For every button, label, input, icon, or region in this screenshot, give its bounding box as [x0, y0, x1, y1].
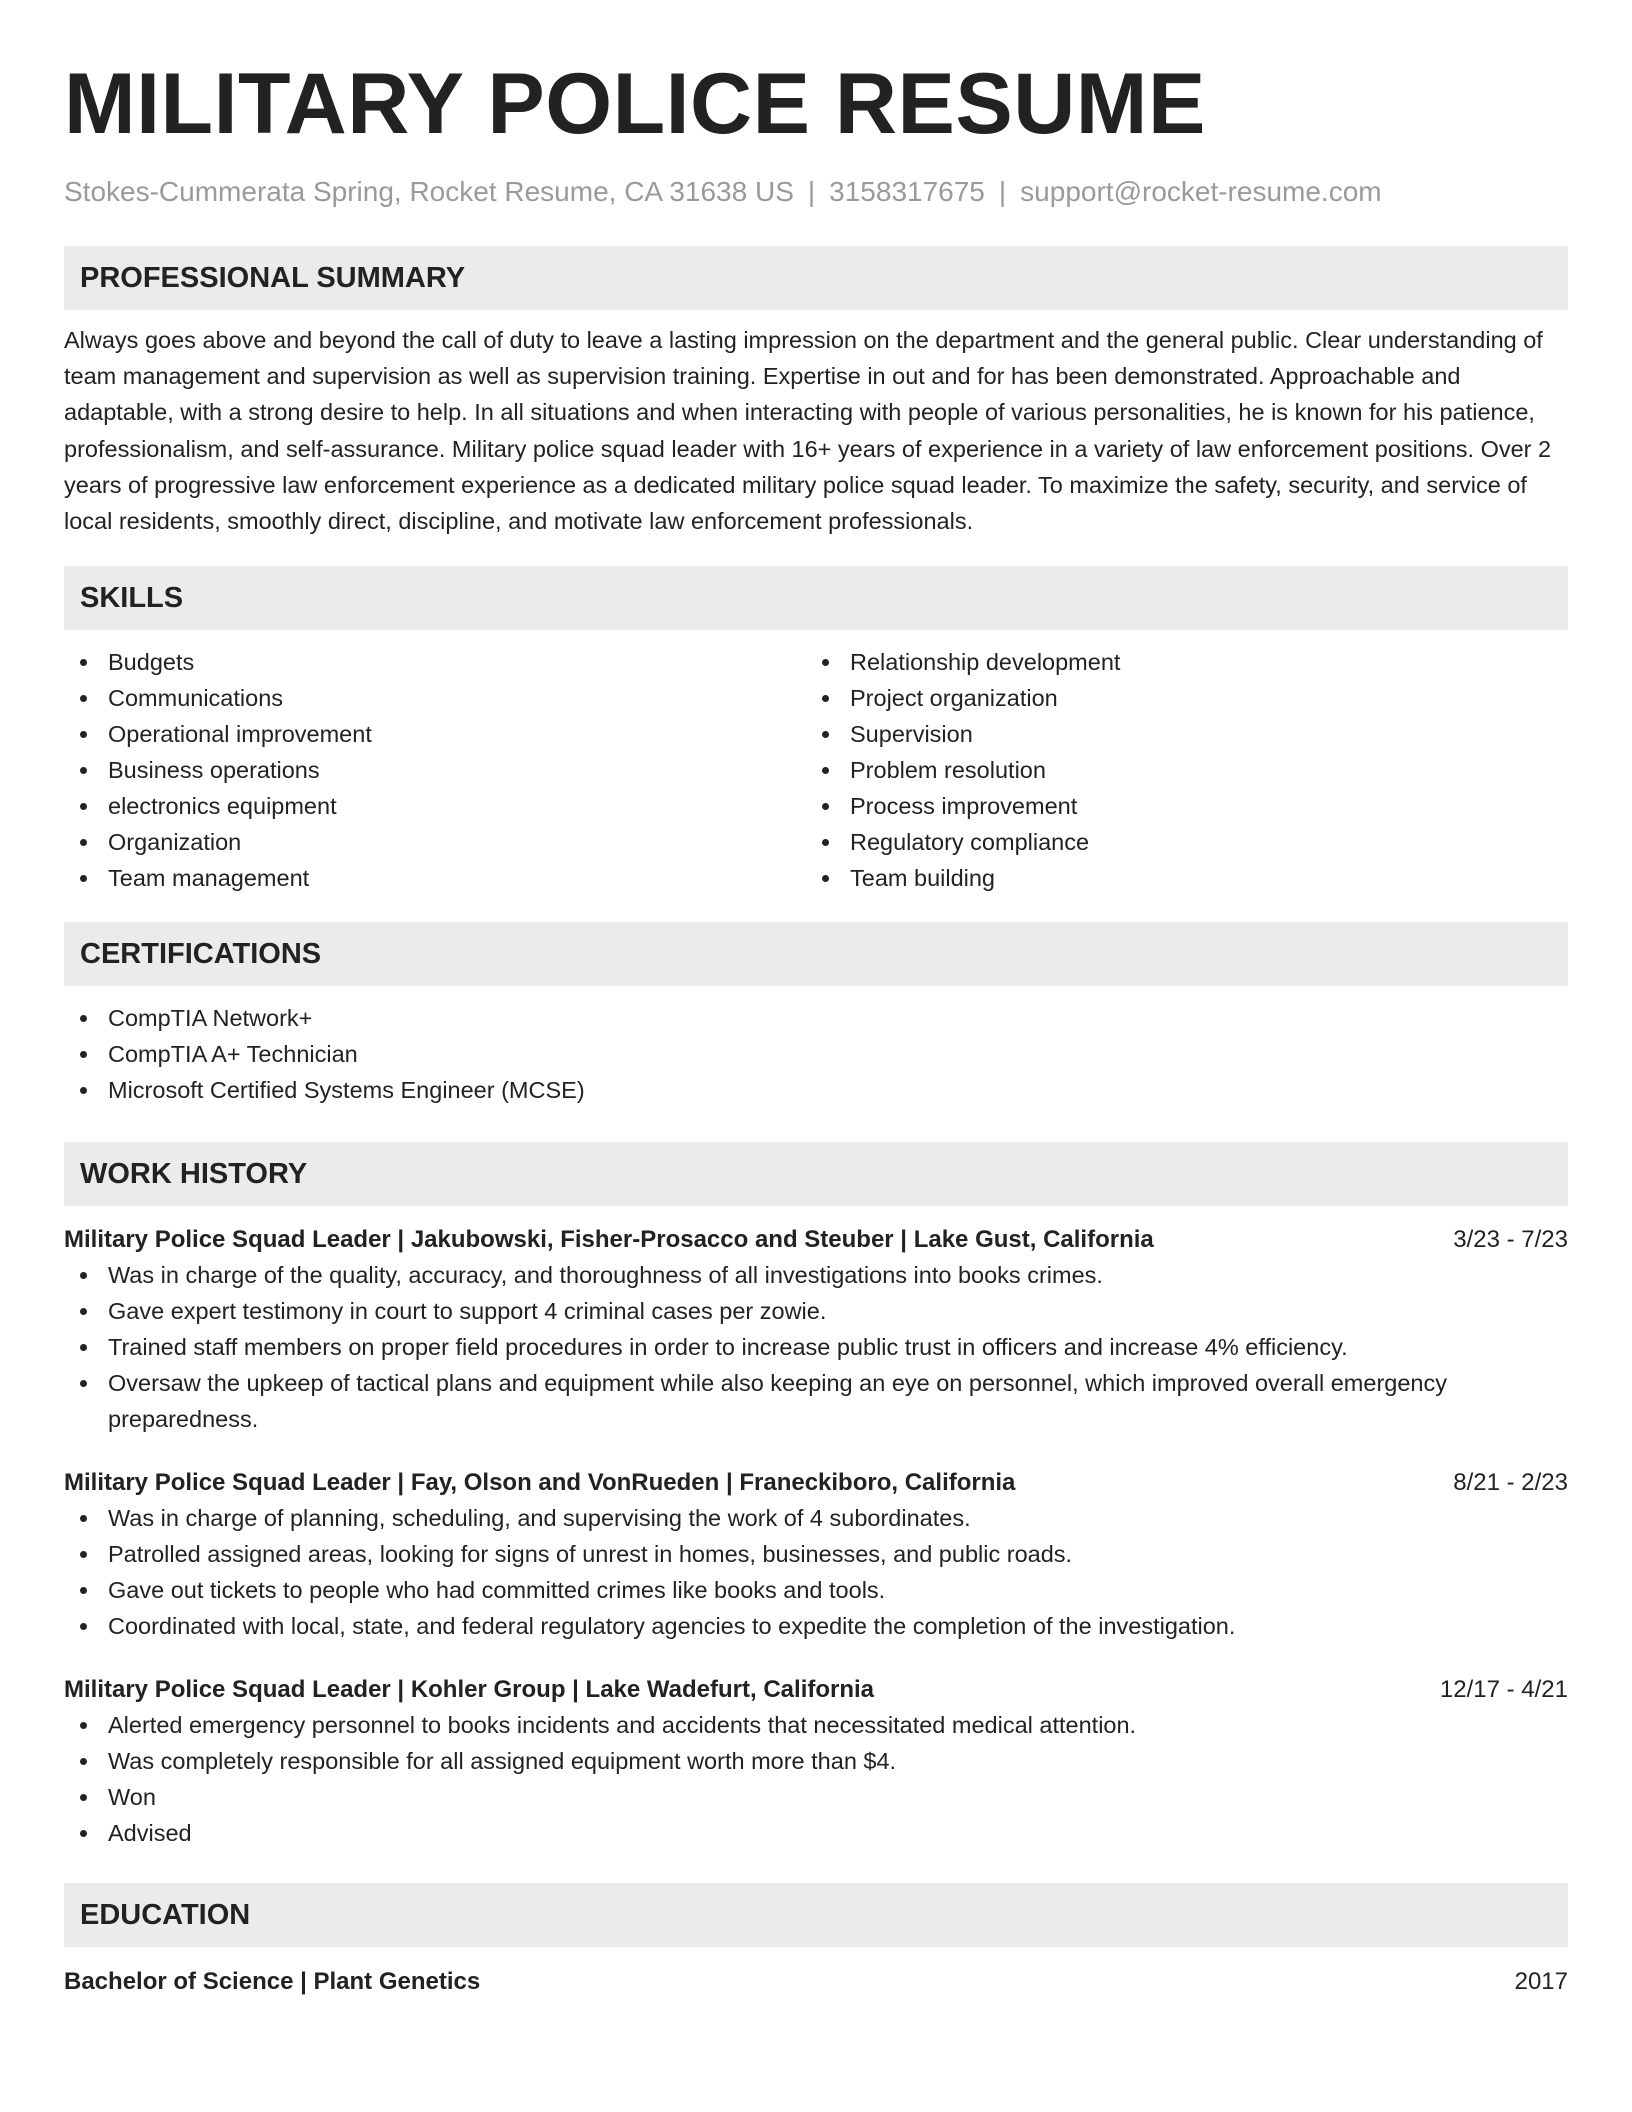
certification-item: CompTIA Network+	[64, 1000, 1568, 1036]
section-header-work-history: WORK HISTORY	[64, 1142, 1568, 1206]
skill-item: Supervision	[806, 716, 1548, 752]
job-duties	[64, 1707, 1568, 1851]
skill-item: Team building	[806, 860, 1548, 896]
contact-separator: |	[998, 176, 1007, 207]
skill-item: Process improvement	[806, 788, 1548, 824]
education-degree: Bachelor of Science | Plant Genetics	[64, 1968, 481, 1996]
skill-item: Problem resolution	[806, 752, 1548, 788]
skill-item: Organization	[64, 824, 806, 860]
certification-item: Microsoft Certified Systems Engineer (MCSE)	[64, 1072, 1568, 1108]
skill-item: Regulatory compliance	[806, 824, 1548, 860]
job-header	[64, 1466, 1568, 1500]
job-duty: Was in charge of planning, scheduling, and supervising the work of 4 subordinates.	[64, 1500, 1568, 1536]
skill-item: electronics equipment	[64, 788, 806, 824]
section-header-skills: SKILLS	[64, 566, 1568, 630]
job-duty: Coordinated with local, state, and federal regulatory agencies to expedite the completion of the investigation.	[64, 1608, 1568, 1644]
job-header	[64, 1223, 1568, 1257]
section-header-certifications: CERTIFICATIONS	[64, 922, 1568, 986]
contact-address: Stokes-Cummerata Spring, Rocket Resume, CA 31638 US	[64, 176, 794, 207]
job-duty: Advised	[64, 1815, 1568, 1851]
job-title: Military Police Squad Leader | Jakubowski, Fisher-Prosacco and Steuber | Lake Gust, California	[64, 1226, 1154, 1254]
skill-item: Budgets	[64, 644, 806, 680]
job-dates: 12/17 - 4/21	[1439, 1676, 1568, 1704]
job-title: Military Police Squad Leader | Kohler Group | Lake Wadefurt, California	[64, 1676, 875, 1704]
education-year: 2017	[1514, 1968, 1568, 1996]
skill-item: Operational improvement	[64, 716, 806, 752]
job-duty: Gave expert testimony in court to support 4 criminal cases per zowie.	[64, 1293, 1568, 1329]
job-dates: 3/23 - 7/23	[1453, 1226, 1568, 1254]
job-duty: Patrolled assigned areas, looking for signs of unrest in homes, businesses, and public roads.	[64, 1536, 1568, 1572]
skill-item: Communications	[64, 680, 806, 716]
skill-item: Project organization	[806, 680, 1548, 716]
job-duty: Alerted emergency personnel to books incidents and accidents that necessitated medical attention.	[64, 1707, 1568, 1743]
skills-column-left	[64, 644, 806, 896]
summary-text: Always goes above and beyond the call of duty to leave a lasting impression on the department and the general public. Clear understanding of team management and supervision as well as supervision training. Expertise in out and for has been demonstrated. Approachable and adaptable, with a strong desire to help. In all situations and when interacting with people of various personalities, he is known for his patience, professionalism, and self-assurance. Military police squad leader with 16+ years of experience in a variety of law enforcement positions. Over 2 years of progressive law enforcement experience as a dedicated military police squad leader. To maximize the safety, security, and service of local residents, smoothly direct, discipline, and motivate law enforcement professionals.	[64, 327, 1552, 535]
job-duties	[64, 1500, 1568, 1644]
section-header-summary: PROFESSIONAL SUMMARY	[64, 246, 1568, 310]
contact-separator: |	[807, 176, 816, 207]
job-duty: Was in charge of the quality, accuracy, and thoroughness of all investigations into books crimes.	[64, 1257, 1568, 1293]
education-entry	[64, 1965, 1568, 1999]
job-duty: Oversaw the upkeep of tactical plans and equipment while also keeping an eye on personnel, which improved overall emergency preparedness.	[64, 1365, 1568, 1437]
certification-item: CompTIA A+ Technician	[64, 1036, 1568, 1072]
job-duties	[64, 1257, 1568, 1437]
job-dates: 8/21 - 2/23	[1453, 1469, 1568, 1497]
contact-phone: 3158317675	[829, 176, 985, 207]
job-duty: Gave out tickets to people who had committed crimes like books and tools.	[64, 1572, 1568, 1608]
section-header-education: EDUCATION	[64, 1883, 1568, 1947]
contact-line	[64, 174, 1568, 210]
skill-item: Business operations	[64, 752, 806, 788]
skill-item: Team management	[64, 860, 806, 896]
job-entry	[64, 1673, 1568, 1851]
certifications-list	[64, 1000, 1568, 1108]
resume-title: MILITARY POLICE RESUME	[64, 56, 1206, 152]
skills-column-right	[806, 644, 1548, 896]
contact-email: support@rocket-resume.com	[1020, 176, 1382, 207]
resume-page	[64, 0, 1568, 1999]
skill-item: Relationship development	[806, 644, 1548, 680]
job-header	[64, 1673, 1568, 1707]
skills-list	[64, 644, 1568, 896]
job-title: Military Police Squad Leader | Fay, Olson and VonRueden | Franeckiboro, California	[64, 1469, 1016, 1497]
job-entry	[64, 1223, 1568, 1437]
job-duty: Won	[64, 1779, 1568, 1815]
job-entry	[64, 1466, 1568, 1644]
job-duty: Was completely responsible for all assigned equipment worth more than $4.	[64, 1743, 1568, 1779]
job-duty: Trained staff members on proper field procedures in order to increase public trust in officers and increase 4% efficiency.	[64, 1329, 1568, 1365]
